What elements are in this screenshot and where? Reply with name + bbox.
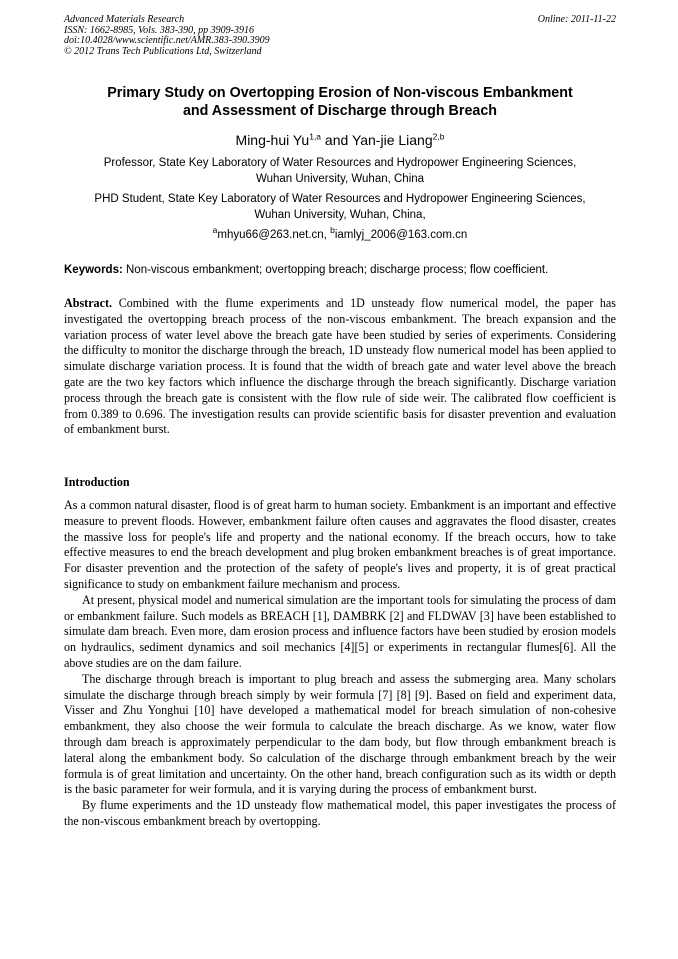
doi-line: doi:10.4028/www.scientific.net/AMR.383-390.3909 — [64, 35, 270, 46]
intro-paragraph-3: The discharge through breach is important to plug breach and assess the submerging area. Many scholars simulate the discharge through breach simply by weir formula [7] [8] [9]. Based on field and experiment data, Visser and Zhu Yonghui [10] have developed a mathematical model for breach simulation of non-cohesive embankment, they also choose the weir formula to calculate the breach discharge. As we know, water flow through dam breach is approximately perpendicular to the dam body, but flow through embankment breach is lateral along the embankment body. So calculation of the discharge through embankment breach by the weir formula is of great limitation and uncertainty. On the other hand, breach configuration such as its width or depth is the basic parameter for weir formula, and it is varying during the process of embankment burst. — [64, 671, 616, 797]
author-1-name: Ming-hui Yu — [235, 132, 310, 148]
issn-line: ISSN: 1662-8985, Vols. 383-390, pp 3909-3916 — [64, 24, 254, 36]
paper-title — [64, 84, 616, 120]
author-2-superscript: 2,b — [432, 131, 445, 142]
affiliation-2-line-2: Wuhan University, Wuhan, China, — [254, 208, 426, 221]
intro-paragraph-4: By flume experiments and the 1D unsteady flow mathematical model, this paper investigates the process of the non-viscous embankment breach by overtopping. — [64, 798, 616, 828]
author-list — [64, 131, 616, 149]
email-a-superscript: a — [212, 225, 218, 236]
keywords-text: Non-viscous embankment; overtopping breach; discharge process; flow coefficient. — [122, 264, 549, 276]
affiliation-1-line-2: Wuhan University, Wuhan, China — [255, 172, 425, 185]
journal-header — [64, 15, 616, 57]
author-2-name: Yan-jie Liang — [351, 132, 433, 148]
abstract-label: Abstract. — [64, 296, 113, 310]
author-conjunction: and — [321, 132, 352, 148]
intro-paragraph-2: At present, physical model and numerical simulation are the important tools for simulating the process of dam or embankment failure. Such models as BREACH [1], DAMBRK [2] and FLDWAV [3] have been established to simulate dam breach. Even more, dam erosion process and influence factors have been studied by erosion models on hydraulics, sediment dynamics and soil mechanics [4][5] or experiments in rectangular flumes[6]. All the above studies are on the dam failure. — [64, 592, 616, 670]
author-emails — [64, 225, 616, 244]
copyright-line: © 2012 Trans Tech Publications Ltd, Switzerland — [64, 45, 262, 57]
introduction-body — [64, 498, 616, 830]
intro-paragraph-1: As a common natural disaster, flood is of great harm to human society. Embankment is an important and effective measure to prevent floods. However, embankment failure often causes and aggravates the flood disaster, creates the massive loss for people's life and property and the national economy. If the breach occurs, how to take effective measures to end the breach development and plug broken embankment breaches is of great importance. For disaster prevention and the protection of the safety of people's lives and property, it is of great practical significance to study on embankment failure mechanism and process. — [64, 498, 616, 591]
title-line-2: and Assessment of Discharge through Breach — [182, 103, 498, 119]
affiliation-1-line-1: Professor, State Key Laboratory of Water Resources and Hydropower Engineering Sciences, — [103, 157, 577, 169]
journal-name: Advanced Materials Research — [64, 14, 185, 25]
email-b-superscript: b — [330, 225, 335, 236]
affiliation-2 — [64, 192, 616, 223]
introduction-heading: Introduction — [64, 475, 130, 489]
keywords-label: Keywords: — [64, 264, 123, 276]
author-1-superscript: 1,a — [309, 131, 322, 142]
keywords-section — [64, 263, 616, 278]
abstract-section — [64, 296, 616, 438]
online-date: Online: 2011-11-22 — [537, 14, 616, 25]
email-b-link[interactable]: iamlyj_2006@163.com.cn — [334, 229, 468, 241]
abstract-text: Combined with the flume experiments and 1D unsteady flow numerical model, the paper has investigated the overtopping breach process of the non-viscous embankment. The breach expansion and the variation process of water level above the breach gate have been studied by series of experiments. Considering the difficulty to monitor the discharge through the breach, 1D unsteady flow numerical model has been applied to simulate discharge variation process. It is found that the width of breach gate and water level above the breach gate are the two key factors which influence the discharge through the breach significantly. Discharge variation process through the breach gate is consistent with the flow rule of side weir. The calibrated flow coefficient is from 0.389 to 0.696. The investigation results can provide scientific basis for disaster prevention and evaluation of embankment burst. — [64, 296, 616, 437]
title-line-1: Primary Study on Overtopping Erosion of Non-viscous Embankment — [107, 85, 573, 101]
affiliation-1 — [64, 156, 616, 187]
email-a-link[interactable]: mhyu66@263.net.cn, — [217, 229, 331, 241]
affiliation-2-line-1: PHD Student, State Key Laboratory of Water Resources and Hydropower Engineering Sciences, — [94, 193, 586, 205]
